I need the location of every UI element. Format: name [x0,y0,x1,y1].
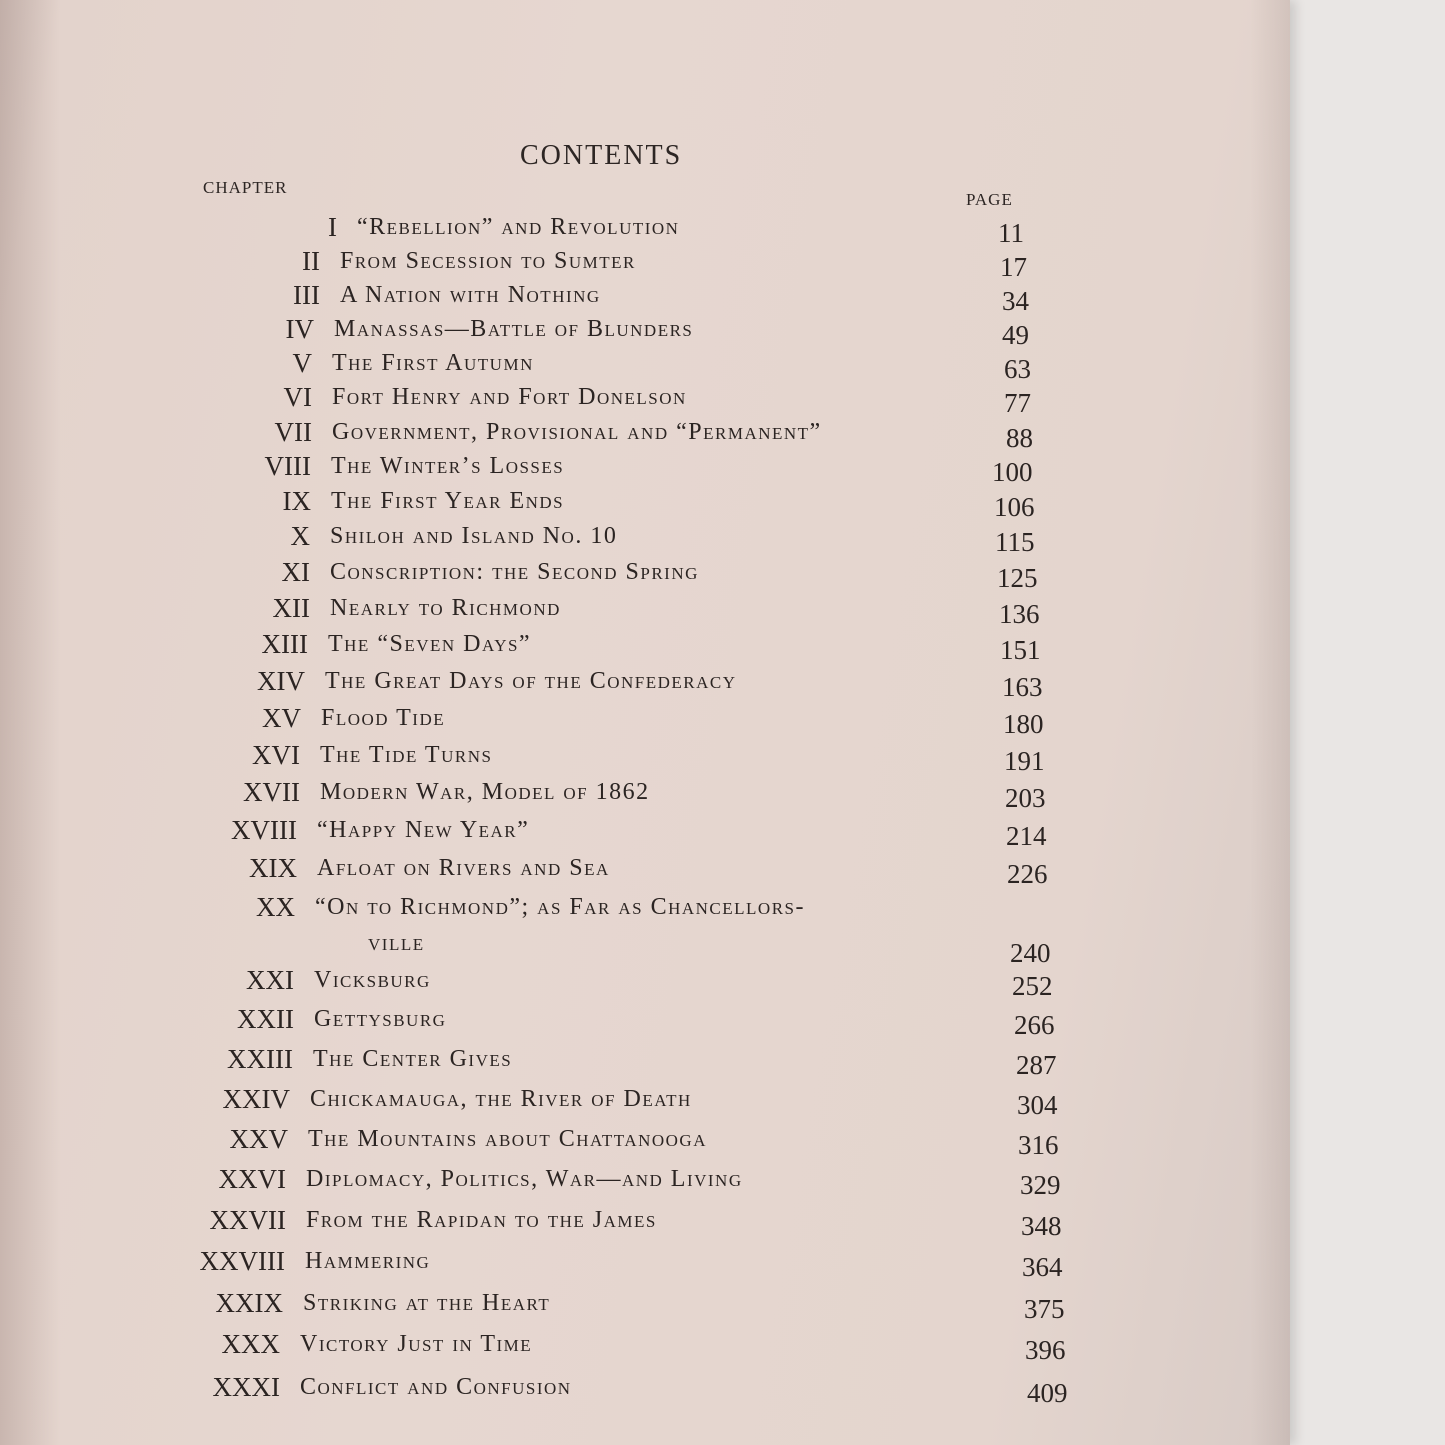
toc-entry [0,703,1290,739]
page-number: 287 [1016,1050,1057,1080]
chapter-title: Fort Henry and Fort Donelson [332,384,687,410]
toc-entry [0,629,1290,665]
chapter-title: Vicksburg [314,967,431,993]
chapter-title: Conflict and Confusion [300,1374,572,1400]
toc-entry [0,212,1290,248]
chapter-title: The Winter’s Losses [331,453,565,479]
chapter-title: Manassas—Battle of Blunders [334,316,694,342]
toc-entry [0,1044,1290,1080]
chapter-column-header: CHAPTER [203,178,288,197]
chapter-title: Striking at the Heart [303,1290,551,1316]
chapter-title: Conscription: the Second Spring [330,559,699,585]
page-number: 375 [1024,1294,1065,1324]
chapter-number: VIII [264,451,311,481]
chapter-number: III [293,280,320,310]
page-number: 17 [1000,252,1027,282]
toc-entry [0,521,1290,557]
page-number: 348 [1021,1211,1062,1241]
page-number: 115 [995,527,1035,557]
page-number: 151 [1000,635,1041,665]
toc-entry [0,246,1290,282]
chapter-number: XXVI [218,1164,286,1194]
contents-title: CONTENTS [520,140,683,171]
chapter-number: VI [283,382,312,412]
chapter-title: The Great Days of the Confederacy [325,668,737,694]
chapter-title: The Mountains about Chattanooga [308,1126,707,1152]
chapter-number: XVI [252,740,300,770]
chapter-number: XIV [257,666,305,696]
chapter-number: X [290,521,310,551]
toc-entry [0,1288,1290,1324]
toc-entry [0,280,1290,316]
chapter-title: Chickamauga, the River of Death [310,1086,692,1112]
page-number: 77 [1004,388,1031,418]
page-number: 409 [1027,1378,1068,1408]
chapter-number: XV [262,703,301,733]
page-number: 88 [1006,423,1033,453]
page-number: 316 [1018,1130,1059,1160]
toc-entry [0,382,1290,418]
page-number: 304 [1017,1090,1058,1120]
chapter-number: XI [281,557,310,587]
chapter-number: XIII [261,629,308,659]
chapter-title: From Secession to Sumter [340,248,636,274]
chapter-title: Shiloh and Island No. 10 [330,523,618,549]
chapter-title: Victory Just in Time [300,1331,533,1357]
toc-entry [0,777,1290,813]
chapter-title: The First Autumn [332,350,534,376]
page-number: 240 [1010,938,1051,968]
chapter-number: XVII [243,777,300,807]
toc-entry [0,1004,1290,1040]
chapter-title: Modern War, Model of 1862 [320,779,650,805]
page-number: 136 [999,599,1040,629]
toc-entry [0,965,1290,1001]
chapter-number: XXVII [209,1205,286,1235]
chapter-number: XXIV [222,1084,290,1114]
page-number: 203 [1005,783,1046,813]
page-number: 191 [1004,746,1045,776]
page-number: 214 [1006,821,1047,851]
chapter-number: XVIII [231,815,297,845]
page-number: 100 [992,457,1033,487]
toc-entry [0,557,1290,593]
chapter-title: Afloat on Rivers and Sea [317,855,610,881]
chapter-title: The “Seven Days” [328,631,532,657]
chapter-number: XXI [246,965,294,995]
chapter-number: IX [282,486,311,516]
chapter-number: I [328,212,337,242]
chapter-number: XXIX [215,1288,283,1318]
chapter-number: XXVIII [199,1246,285,1276]
toc-entry [0,451,1290,487]
chapter-number: XXV [229,1124,288,1154]
chapter-title: Diplomacy, Politics, War—and Living [306,1166,743,1192]
toc-entry [0,417,1290,453]
toc-entry [0,853,1290,889]
chapter-title: A Nation with Nothing [340,282,601,308]
chapter-number: XXII [237,1004,294,1034]
page-number: 163 [1002,672,1043,702]
toc-entry [0,666,1290,702]
toc-entry [0,314,1290,350]
chapter-title: “Rebellion” and Revolution [357,214,680,240]
page-number: 106 [994,492,1035,522]
chapter-number: II [302,246,320,276]
page-number: 266 [1014,1010,1055,1040]
toc-entry [0,1246,1290,1282]
toc-entry [0,1084,1290,1120]
chapter-title: The Center Gives [313,1046,513,1072]
chapter-title: Government, Provisional and “Permanent” [332,419,822,445]
toc-entry [0,1329,1290,1365]
chapter-title: “Happy New Year” [317,817,530,843]
page-number: 125 [997,563,1038,593]
toc-entry [0,740,1290,776]
chapter-title: The Tide Turns [320,742,493,768]
chapter-title: Nearly to Richmond [330,595,561,621]
chapter-title: “On to Richmond”; as Far as Chancellors- [315,894,805,920]
toc-entry [0,348,1290,384]
page-number: 396 [1025,1335,1066,1365]
toc-entry [0,593,1290,629]
page-number: 34 [1002,286,1029,316]
toc-entry [0,1124,1290,1160]
page-number: 252 [1012,971,1053,1001]
page-number: 329 [1020,1170,1061,1200]
chapter-number: V [292,348,312,378]
chapter-number: XXXI [212,1372,280,1402]
chapter-title: Flood Tide [321,705,446,731]
chapter-number: XXIII [227,1044,293,1074]
toc-entry [0,486,1290,522]
page-number: 364 [1022,1252,1063,1282]
chapter-title: From the Rapidan to the James [306,1207,657,1233]
chapter-title-continuation: ville [368,930,425,956]
toc-entry [0,1164,1290,1200]
chapter-number: IV [285,314,314,344]
page-column-header: PAGE [966,190,1013,209]
toc-entry [0,815,1290,851]
toc-entry [0,1372,1290,1408]
chapter-number: XIX [249,853,297,883]
page-number: 226 [1007,859,1048,889]
page-number: 63 [1004,354,1031,384]
toc-entry [0,892,1290,968]
chapter-number: XXX [221,1329,280,1359]
chapter-title: Hammering [305,1248,431,1274]
chapter-title: The First Year Ends [331,488,565,514]
chapter-number: VII [274,417,312,447]
page-number: 180 [1003,709,1044,739]
chapter-number: XX [256,892,295,922]
page-number: 11 [998,218,1024,248]
page-number: 49 [1002,320,1029,350]
chapter-number: XII [272,593,310,623]
toc-entry [0,1205,1290,1241]
chapter-title: Gettysburg [314,1006,447,1032]
